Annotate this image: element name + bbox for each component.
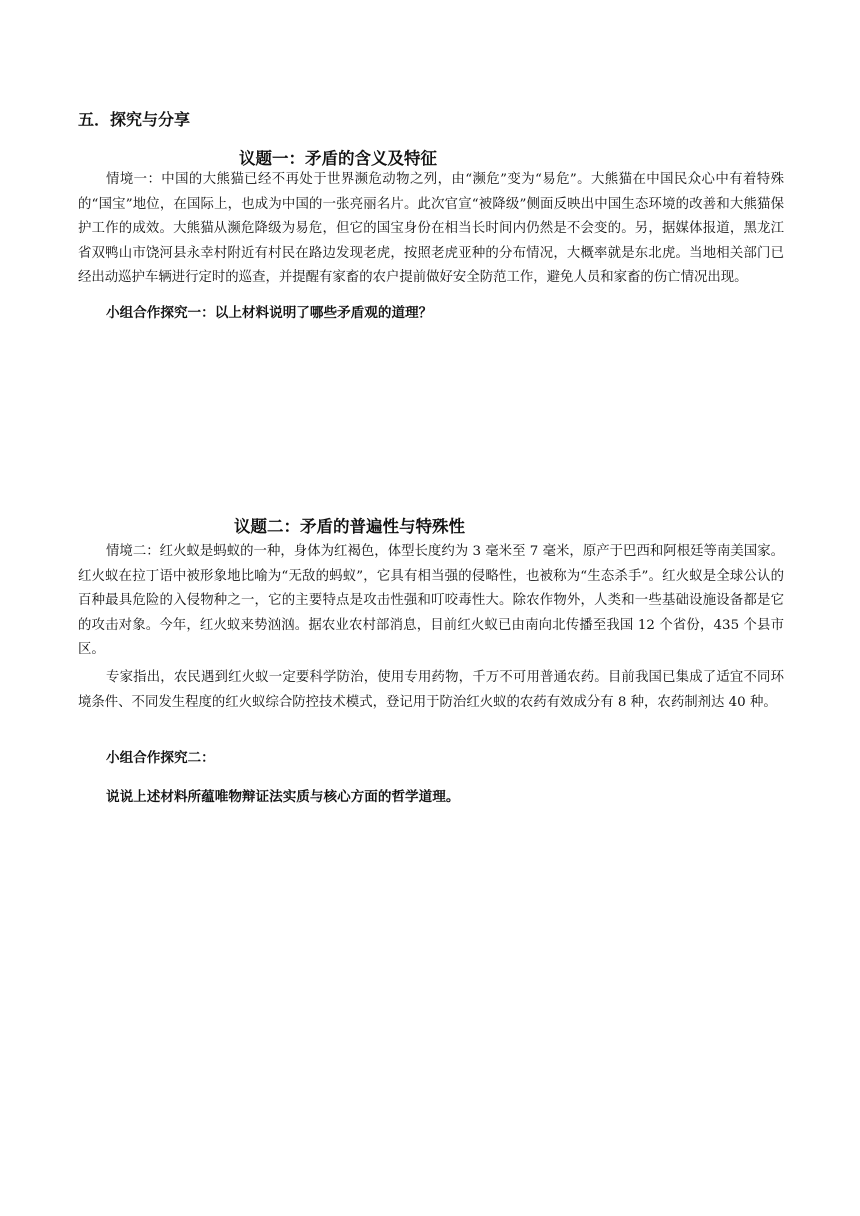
expert-paragraph: 专家指出，农民遇到红火蚁一定要科学防治，使用专用药物，千万不可用普通农药。目前我国已集成了适宜不同环境条件、不同发生程度的红火蚁综合防控技术模式，登记用于防治红火蚁的农药有效成分有 8 种，农药制剂达 40 种。	[78, 670, 784, 710]
topic-two-title: 议题二：矛盾的普遍性与特殊性	[234, 517, 465, 536]
group-question-one: 小组合作探究一：以上材料说明了哪些矛盾观的道理？	[106, 305, 433, 321]
section-heading: 五．探究与分享	[78, 110, 191, 129]
group-question-two: 说说上述材料所蕴唯物辩证法实质与核心方面的哲学道理。	[106, 789, 460, 805]
topic-one-title: 议题一：矛盾的含义及特征	[239, 149, 437, 168]
scenario-one-paragraph: 情境一：中国的大熊猫已经不再处于世界濒危动物之列，由“濒危”变为“易危”。大熊猫在中国民众心中有着特殊的“国宝”地位，在国际上，也成为中国的一张亮丽名片。此次官宣“被降级”侧面反映出中国生态环境的改善和大熊猫保护工作的成效。大熊猫从濒危降级为易危，但它的国宝身份在相当长时间内仍然是不会变的。另，据媒体报道，黑龙江省双鸭山市饶河县永幸村附近有村民在路边发现老虎，按照老虎亚种的分布情况，大概率就是东北虎。当地相关部门已经出动巡护车辆进行定时的巡查，并提醒有家畜的农户提前做好安全防范工作，避免人员和家畜的伤亡情况出现。	[78, 172, 784, 285]
scenario-two-paragraph: 情境二：红火蚁是蚂蚁的一种，身体为红褐色，体型长度约为 3 毫米至 7 毫米，原产于巴西和阿根廷等南美国家。红火蚁在拉丁语中被形象地比喻为“无敌的蚂蚁”，它具有相当强的侵略性，也被称为“生态杀手”。红火蚁是全球公认的百种最具危险的入侵物种之一，它的主要特点是攻击性强和叮咬毒性大。除农作物外，人类和一些基础设施设备都是它的攻击对象。今年，红火蚁来势汹汹。据农业农村部消息，目前红火蚁已由南向北传播至我国 12 个省份，435 个县市区。	[78, 544, 784, 657]
group-question-two-label: 小组合作探究二：	[106, 750, 215, 766]
